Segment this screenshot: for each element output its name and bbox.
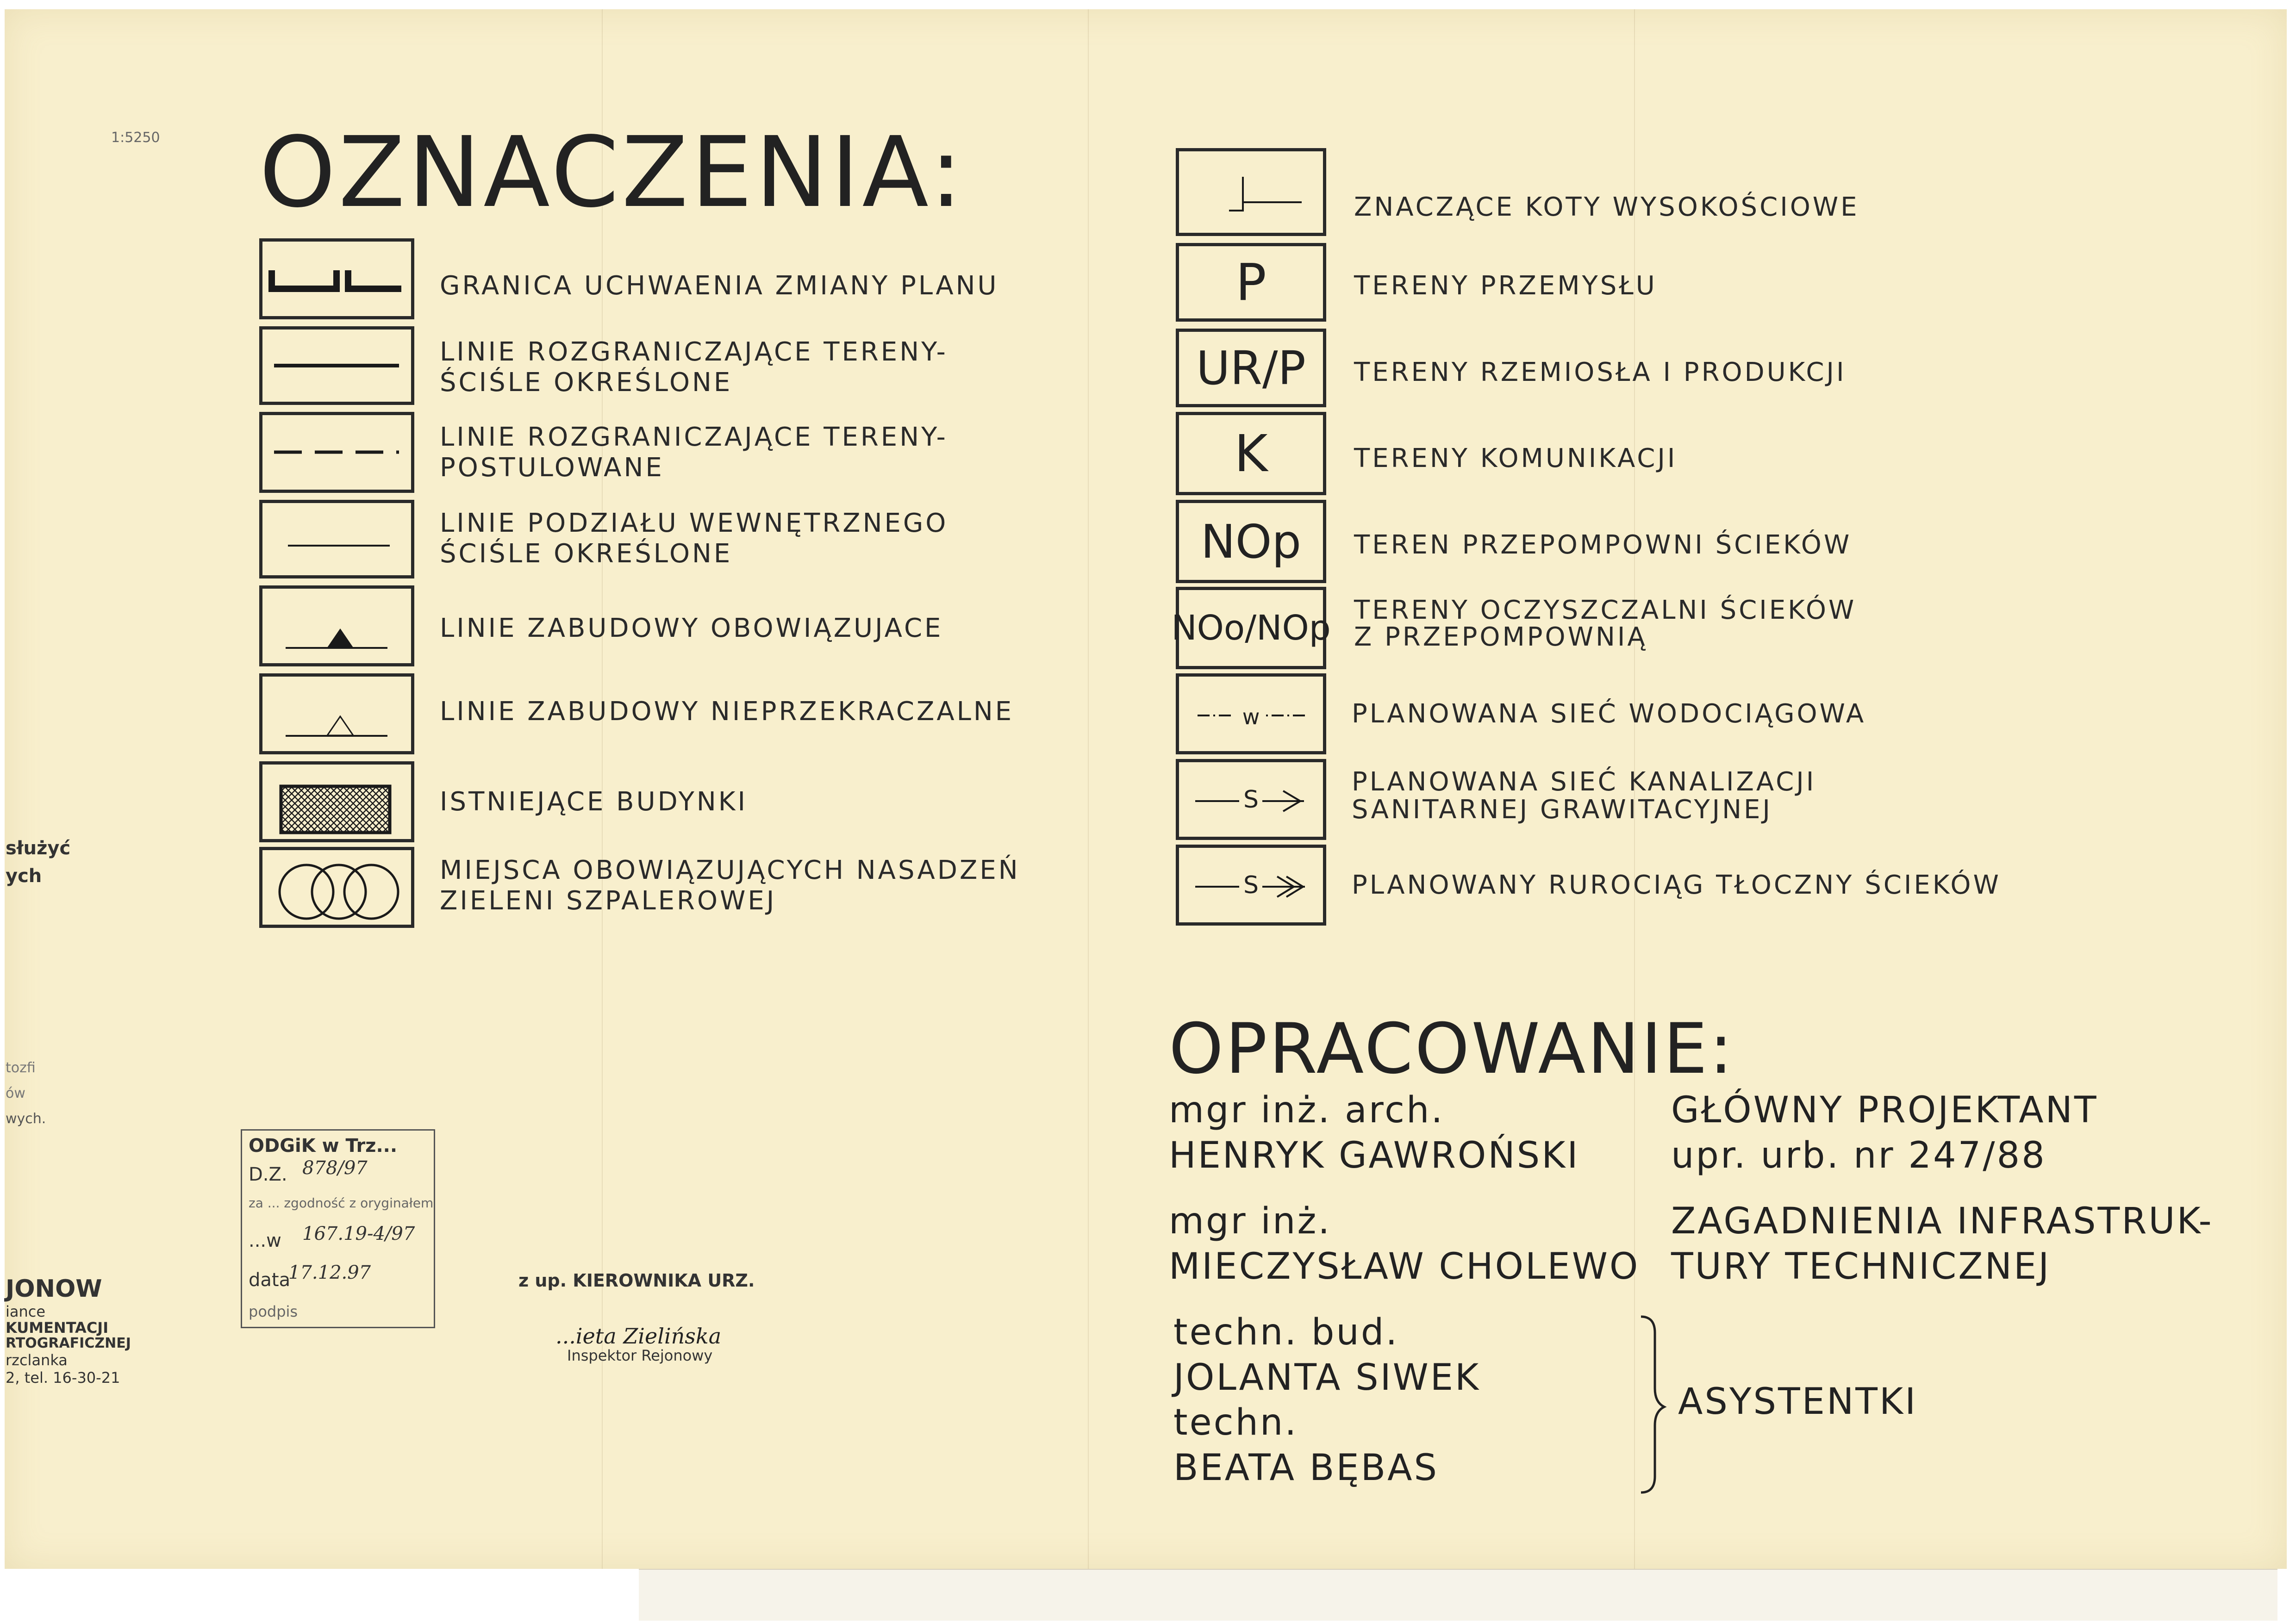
legend-symbol-elevation-mark bbox=[1176, 148, 1326, 236]
legend-label: PLANOWANA SIEĆ KANALIZACJI SANITARNEJ GRAWITACYJNEJ bbox=[1352, 767, 1816, 825]
legend-label: LINIE ROZGRANICZAJĄCE TERENY- ŚCIŚLE OKREŚLONE bbox=[440, 337, 948, 398]
legend-symbol-treatment-plant bbox=[1171, 587, 1331, 669]
legend-symbol-thin-line bbox=[259, 500, 414, 578]
legend-symbol-communication bbox=[1176, 412, 1326, 495]
legend-symbol-tree-row bbox=[259, 847, 414, 928]
legend-label: LINIE PODZIAŁU WEWNĘTRZNEGO ŚCIŚLE OKREŚLONE bbox=[440, 508, 948, 569]
edge-text: służyć bbox=[6, 838, 71, 859]
legend-label: ISTNIEJĄCE BUDYNKI bbox=[440, 787, 748, 817]
legend-code: K bbox=[1234, 424, 1268, 483]
legend-symbol-gravity-sewer bbox=[1176, 759, 1326, 840]
legend-label: TERENY PRZEMYSŁU bbox=[1354, 271, 1657, 301]
fold-line bbox=[1088, 9, 1089, 1569]
signature-authority: z up. KIEROWNIKA URZ. bbox=[518, 1270, 755, 1291]
credit-name: MIECZYSŁAW CHOLEWO bbox=[1169, 1246, 1640, 1287]
legend-symbol-boundary bbox=[259, 238, 414, 319]
legend-code: NOo/NOp bbox=[1171, 608, 1331, 648]
legend-label: MIEJSCA OBOWIĄZUJĄCYCH NASADZEŃ ZIELENI SZPALEROWEJ bbox=[440, 855, 1020, 916]
credit-role: TURY TECHNICZNEJ bbox=[1671, 1246, 2051, 1287]
legend-symbol-pumping-station bbox=[1176, 500, 1326, 583]
credit-title: techn. bbox=[1173, 1402, 1298, 1443]
credit-name: HENRYK GAWROŃSKI bbox=[1169, 1135, 1580, 1176]
edge-text: iance bbox=[6, 1303, 46, 1320]
signature-role: Inspektor Rejonowy bbox=[567, 1347, 713, 1364]
stamp-date-value: 17.12.97 bbox=[288, 1262, 371, 1283]
legend-heading: OZNACZENIA: bbox=[259, 116, 966, 229]
legend-label: LINIE ROZGRANICZAJĄCE TERENY- POSTULOWANE bbox=[440, 422, 948, 483]
edge-text: KUMENTACJI bbox=[6, 1319, 109, 1337]
credits-heading: OPRACOWANIE: bbox=[1169, 1009, 1734, 1089]
credit-role: ZAGADNIENIA INFRASTRUK- bbox=[1671, 1200, 2214, 1242]
stamp-sign-label: podpis bbox=[249, 1303, 298, 1320]
legend-label: ZNACZĄCE KOTY WYSOKOŚCIOWE bbox=[1354, 192, 1859, 222]
edge-text: RTOGRAFICZNEJ bbox=[6, 1335, 131, 1351]
stamp-line: za ... zgodność z oryginałem bbox=[249, 1195, 434, 1211]
attached-strip bbox=[639, 1569, 2277, 1621]
credit-role: upr. urb. nr 247/88 bbox=[1671, 1135, 2046, 1176]
assistants-label: ASYSTENTKI bbox=[1678, 1381, 1918, 1423]
legend-code: P bbox=[1235, 253, 1267, 312]
legend-label: TERENY KOMUNIKACJI bbox=[1354, 443, 1678, 473]
legend-code: S bbox=[1243, 785, 1259, 814]
stamp-dz-label: D.Z. bbox=[249, 1164, 287, 1185]
legend-code: UR/P bbox=[1196, 341, 1306, 395]
credit-name: BEATA BĘBAS bbox=[1173, 1447, 1439, 1489]
credit-title: mgr inż. arch. bbox=[1169, 1089, 1445, 1131]
edge-text: tozfi bbox=[6, 1060, 36, 1076]
legend-symbol-crafts bbox=[1176, 329, 1326, 407]
legend-symbol-building-line-open bbox=[259, 673, 414, 754]
edge-text: ów bbox=[6, 1085, 25, 1101]
stamp-line3-label: ...w bbox=[249, 1230, 281, 1251]
legend-symbol-dashed-line bbox=[259, 412, 414, 493]
legend-symbol-solid-line bbox=[259, 326, 414, 405]
stamp-title: ODGiK w Trz... bbox=[249, 1135, 398, 1157]
edge-text: rzclanka bbox=[6, 1351, 68, 1369]
legend-code: NOp bbox=[1201, 514, 1301, 569]
legend-symbol-existing-buildings bbox=[259, 761, 414, 842]
legend-symbol-pressure-pipeline bbox=[1176, 845, 1326, 926]
edge-text: 2, tel. 16-30-21 bbox=[6, 1369, 120, 1387]
legend-label: TEREN PRZEPOMPOWNI ŚCIEKÓW bbox=[1354, 530, 1852, 560]
legend-label: LINIE ZABUDOWY OBOWIĄZUJACE bbox=[440, 613, 943, 643]
legend-label: PLANOWANY RUROCIĄG TŁOCZNY ŚCIEKÓW bbox=[1352, 870, 2001, 900]
signature-name: ...ieta Zielińska bbox=[555, 1324, 722, 1349]
scale-note: 1:5250 bbox=[111, 130, 160, 146]
legend-label: GRANICA UCHWAENIA ZMIANY PLANU bbox=[440, 271, 999, 301]
credit-name: JOLANTA SIWEK bbox=[1173, 1357, 1481, 1399]
legend-label: TERENY OCZYSZCZALNI ŚCIEKÓW Z PRZEPOMPOWNIĄ bbox=[1354, 595, 1857, 652]
edge-text: JONOW bbox=[6, 1275, 102, 1303]
registration-stamp bbox=[241, 1129, 435, 1328]
legend-label: TERENY RZEMIOSŁA I PRODUKCJI bbox=[1354, 357, 1847, 387]
stamp-line3-value: 167.19-4/97 bbox=[302, 1223, 415, 1244]
legend-symbol-industry bbox=[1176, 243, 1326, 322]
stamp-dz-value: 878/97 bbox=[302, 1157, 368, 1179]
stamp-date-label: data bbox=[249, 1269, 291, 1291]
legend-label: LINIE ZABUDOWY NIEPRZEKRACZALNE bbox=[440, 696, 1014, 727]
edge-text: ych bbox=[6, 865, 42, 887]
credit-title: techn. bud. bbox=[1173, 1312, 1399, 1353]
credit-role: GŁÓWNY PROJEKTANT bbox=[1671, 1089, 2098, 1131]
legend-symbol-water-network bbox=[1176, 673, 1326, 754]
legend-code: S bbox=[1243, 871, 1259, 899]
credit-title: mgr inż. bbox=[1169, 1200, 1332, 1242]
edge-text: wych. bbox=[6, 1111, 46, 1127]
legend-label: PLANOWANA SIEĆ WODOCIĄGOWA bbox=[1352, 699, 1866, 729]
legend-code: w bbox=[1242, 704, 1260, 729]
legend-symbol-building-line-solid bbox=[259, 585, 414, 666]
